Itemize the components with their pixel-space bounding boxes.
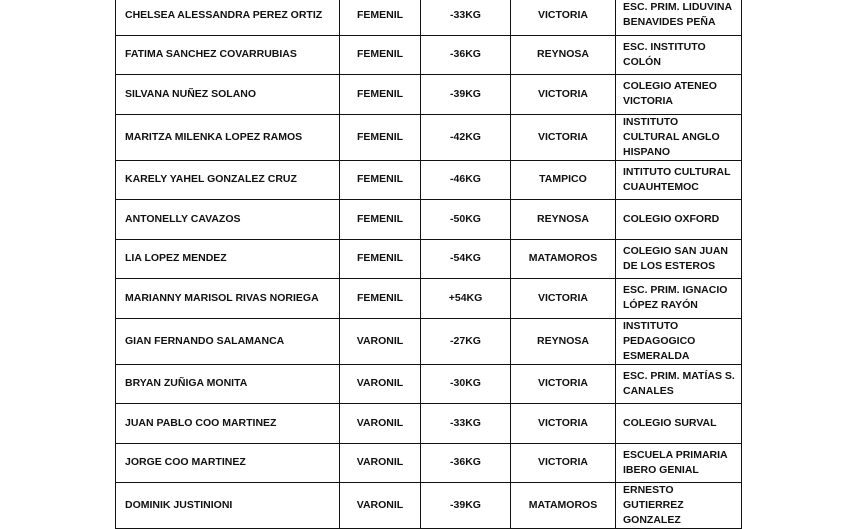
weight-class-cell: -50KG [421,200,511,240]
category-cell: FEMENIL [340,279,421,319]
category-cell: VARONIL [340,404,421,444]
weight-class-cell: -39KG [421,75,511,115]
category-cell: FEMENIL [340,160,421,200]
category-cell: FEMENIL [340,0,421,35]
table-row [116,483,742,529]
school-cell: COLEGIO ATENEO VICTORIA [616,75,742,115]
table-row [116,364,742,404]
school-cell: COLEGIO SURVAL [616,404,742,444]
athlete-name-cell: ANTONELLY CAVAZOS [116,200,340,240]
athlete-name-cell: SILVANA NUÑEZ SOLANO [116,75,340,115]
city-cell: REYNOSA [511,35,616,75]
category-cell: VARONIL [340,318,421,364]
category-cell: FEMENIL [340,239,421,279]
athlete-name-cell: KARELY YAHEL GONZALEZ CRUZ [116,160,340,200]
athlete-name-cell: LIA LOPEZ MENDEZ [116,239,340,279]
category-cell: FEMENIL [340,114,421,160]
weight-class-cell: -46KG [421,160,511,200]
table-row [116,239,742,279]
athlete-name-cell: FATIMA SANCHEZ COVARRUBIAS [116,35,340,75]
table-row [116,75,742,115]
table-row [116,404,742,444]
category-cell: FEMENIL [340,35,421,75]
athlete-name-cell: CHELSEA ALESSANDRA PEREZ ORTIZ [116,0,340,35]
athlete-name-cell: JUAN PABLO COO MARTINEZ [116,404,340,444]
participants-table [115,0,742,529]
weight-class-cell: +54KG [421,279,511,319]
school-cell: INSTITUTO CULTURAL ANGLO HISPANO [616,114,742,160]
category-cell: FEMENIL [340,200,421,240]
table-row [116,0,742,35]
table-row [116,114,742,160]
athlete-name-cell: DOMINIK JUSTINIONI [116,483,340,529]
athlete-name-cell: GIAN FERNANDO SALAMANCA [116,318,340,364]
school-cell: ESC. PRIM. MATÍAS S. CANALES [616,364,742,404]
city-cell: VICTORIA [511,364,616,404]
school-cell: ERNESTO GUTIERREZ GONZALEZ [616,483,742,529]
weight-class-cell: -30KG [421,364,511,404]
table-row [116,200,742,240]
school-cell: ESC. INSTITUTO COLÓN [616,35,742,75]
school-cell: COLEGIO OXFORD [616,200,742,240]
weight-class-cell: -42KG [421,114,511,160]
table-row [116,443,742,483]
city-cell: REYNOSA [511,318,616,364]
school-cell: INTITUTO CULTURAL CUAUHTEMOC [616,160,742,200]
city-cell: VICTORIA [511,114,616,160]
table-row [116,160,742,200]
weight-class-cell: -27KG [421,318,511,364]
city-cell: VICTORIA [511,443,616,483]
school-cell: ESC. PRIM. IGNACIO LÓPEZ RAYÓN [616,279,742,319]
weight-class-cell: -54KG [421,239,511,279]
city-cell: TAMPICO [511,160,616,200]
city-cell: VICTORIA [511,75,616,115]
city-cell: VICTORIA [511,404,616,444]
weight-class-cell: -39KG [421,483,511,529]
category-cell: VARONIL [340,483,421,529]
table-row [116,35,742,75]
weight-class-cell: -33KG [421,0,511,35]
weight-class-cell: -36KG [421,35,511,75]
school-cell: ESCUELA PRIMARIA IBERO GENIAL [616,443,742,483]
athlete-name-cell: JORGE COO MARTINEZ [116,443,340,483]
weight-class-cell: -36KG [421,443,511,483]
category-cell: FEMENIL [340,75,421,115]
school-cell: INSTITUTO PEDAGOGICO ESMERALDA [616,318,742,364]
weight-class-cell: -33KG [421,404,511,444]
category-cell: VARONIL [340,443,421,483]
city-cell: VICTORIA [511,279,616,319]
athlete-name-cell: MARIANNY MARISOL RIVAS NORIEGA [116,279,340,319]
table-row [116,279,742,319]
category-cell: VARONIL [340,364,421,404]
school-cell: ESC. PRIM. LIDUVINA BENAVIDES PEÑA [616,0,742,35]
city-cell: MATAMOROS [511,239,616,279]
athlete-name-cell: MARITZA MILENKA LOPEZ RAMOS [116,114,340,160]
city-cell: MATAMOROS [511,483,616,529]
participants-table-body [116,0,742,529]
table-row [116,318,742,364]
athlete-name-cell: BRYAN ZUÑIGA MONITA [116,364,340,404]
city-cell: REYNOSA [511,200,616,240]
school-cell: COLEGIO SAN JUAN DE LOS ESTEROS [616,239,742,279]
city-cell: VICTORIA [511,0,616,35]
